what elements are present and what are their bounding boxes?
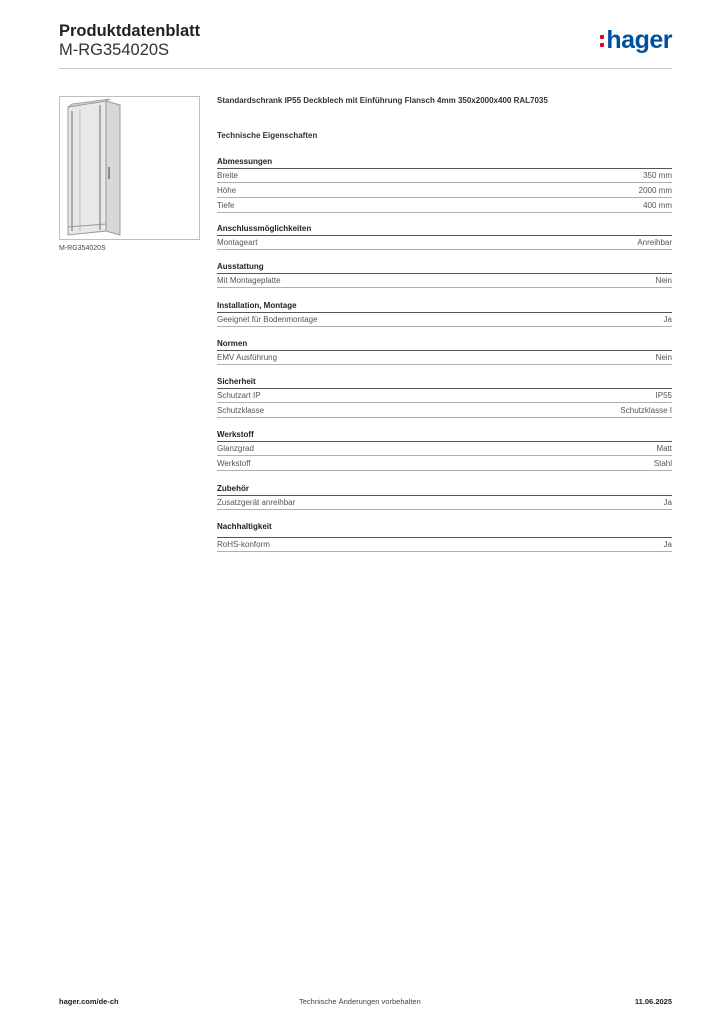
section-title: Werkstoff [217,430,254,439]
property-value: Anreihbar [637,238,672,247]
section-title: Anschlussmöglichkeiten [217,224,312,233]
product-description: Standardschrank IP55 Deckblech mit Einführung Flansch 4mm 350x2000x400 RAL7035 [217,96,548,105]
property-value: Matt [656,444,672,453]
property-value: Nein [655,353,672,362]
property-row [217,274,672,288]
property-label: Mit Montageplatte [217,276,281,285]
technical-properties-heading: Technische Eigenschaften [217,131,318,140]
property-label: Breite [217,171,238,180]
property-row [217,351,672,365]
section-title: Sicherheit [217,377,256,386]
property-label: Werkstoff [217,459,251,468]
logo-text: hager [606,26,672,54]
hager-logo [600,26,672,55]
product-code: M-RG354020S [59,41,170,59]
property-row [217,457,672,471]
property-label: Geeignet für Bodenmontage [217,315,318,324]
property-label: Schutzklasse [217,406,265,415]
property-row [217,199,672,213]
property-value: Nein [655,276,672,285]
property-row [217,169,672,183]
property-row [217,496,672,510]
property-value: Stahl [653,459,672,468]
property-row [217,404,672,418]
property-value: Schutzklasse I [620,406,672,415]
property-value: 400 mm [643,201,672,210]
property-row [217,184,672,198]
property-value: Ja [663,540,672,549]
property-row [217,313,672,327]
property-label: Höhe [217,186,237,195]
section-title: Nachhaltigkeit [217,522,272,531]
logo-colon-icon [600,32,604,48]
property-row [217,236,672,250]
header-divider [59,68,672,69]
product-image [59,96,200,240]
property-label: RoHS-konform [217,540,270,549]
footer-website: hager.com/de-ch [59,997,119,1006]
property-label: Montageart [217,238,258,247]
property-value: 350 mm [643,171,672,180]
footer-date: 11.06.2025 [634,997,672,1006]
property-label: Zusatzgerät anreihbar [217,498,296,507]
property-row [217,538,672,552]
property-value: 2000 mm [638,186,672,195]
cabinet-icon [60,97,199,239]
section-title: Ausstattung [217,262,264,271]
property-value: IP55 [655,391,672,400]
property-row [217,442,672,456]
footer-notice: Technische Änderungen vorbehalten [299,997,421,1006]
property-label: EMV Ausführung [217,353,278,362]
property-label: Schutzart IP [217,391,261,400]
property-row [217,389,672,403]
property-label: Tiefe [217,201,235,210]
document-title: Produktdatenblatt [59,22,201,40]
page-header [59,20,672,70]
section-title: Normen [217,339,248,348]
section-title: Zubehör [217,484,249,493]
property-value: Ja [663,498,672,507]
section-title: Installation, Montage [217,301,297,310]
product-image-caption: M-RG354020S [59,245,106,252]
property-label: Glanzgrad [217,444,254,453]
property-value: Ja [663,315,672,324]
section-title: Abmessungen [217,157,273,166]
